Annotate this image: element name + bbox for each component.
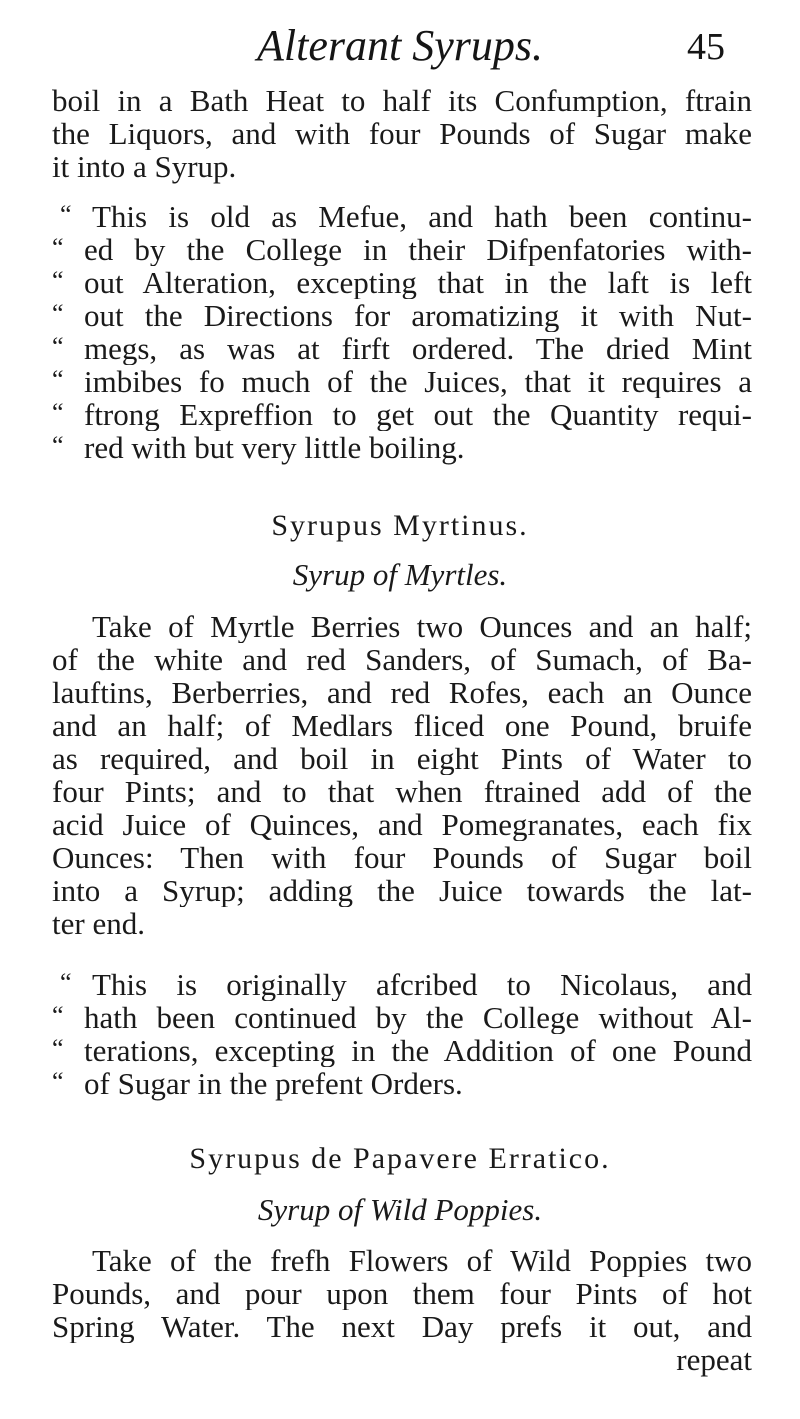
text-line bbox=[52, 332, 752, 365]
quote-mark: “ bbox=[52, 332, 64, 361]
text-line-content: of Sugar in the prefent Orders. bbox=[84, 1066, 463, 1101]
text-line bbox=[52, 1067, 752, 1100]
text-line: lauftins, Berberries, and red Rofes, each an Ounce bbox=[52, 676, 752, 709]
paragraph-continuation bbox=[52, 84, 752, 183]
text-line bbox=[52, 200, 752, 233]
text-line bbox=[52, 398, 752, 431]
section-title-myrtinus: Syrupus Myrtinus. bbox=[271, 509, 529, 542]
section-subtitle-myrtles: Syrup of Myrtles. bbox=[292, 557, 508, 592]
text-line: Take of Myrtle Berries two Ounces and an half; bbox=[92, 610, 752, 643]
recipe-poppies bbox=[52, 1244, 752, 1376]
text-line: into a Syrup; adding the Juice towards the lat- bbox=[52, 874, 752, 907]
text-line-content: hath been continued by the College without Al- bbox=[84, 1001, 752, 1034]
text-line: Take of the frefh Flowers of Wild Poppies two bbox=[92, 1244, 752, 1277]
text-line: Pounds, and pour upon them four Pints of hot bbox=[52, 1277, 752, 1310]
quote-mark: “ bbox=[52, 1034, 64, 1063]
text-line bbox=[52, 1034, 752, 1067]
text-line-content: megs, as was at firft ordered. The dried Mint bbox=[84, 332, 752, 365]
text-line: acid Juice of Quinces, and Pomegranates, each fix bbox=[52, 808, 752, 841]
text-line bbox=[52, 299, 752, 332]
quote-mark: “ bbox=[52, 299, 64, 328]
text-line-content: out Alteration, excepting that in the laft is left bbox=[84, 266, 752, 299]
text-line: it into a Syrup. bbox=[52, 149, 237, 184]
running-head bbox=[0, 22, 800, 70]
text-line: the Liquors, and with four Pounds of Sugar make bbox=[52, 117, 752, 150]
text-line bbox=[52, 431, 752, 464]
quote-mark: “ bbox=[52, 266, 64, 295]
commentary-quote-1 bbox=[52, 200, 752, 464]
text-line-content: This is originally afcribed to Nicolaus, and bbox=[92, 968, 752, 1001]
text-line-content: out the Directions for aromatizing it with Nut- bbox=[84, 299, 752, 332]
quote-mark: “ bbox=[60, 968, 72, 997]
text-line: boil in a Bath Heat to half its Confumption, ftrain bbox=[52, 84, 752, 117]
quote-mark: “ bbox=[52, 233, 64, 262]
text-line bbox=[52, 233, 752, 266]
page-number: 45 bbox=[687, 26, 725, 68]
quote-mark: “ bbox=[60, 200, 72, 229]
section-subtitle-poppies: Syrup of Wild Poppies. bbox=[257, 1192, 543, 1227]
text-line-content: ftrong Expreffion to get out the Quantity requi- bbox=[84, 398, 752, 431]
text-line: as required, and boil in eight Pints of Water to bbox=[52, 742, 752, 775]
text-line: ter end. bbox=[52, 906, 145, 941]
quote-mark: “ bbox=[52, 431, 64, 460]
text-line bbox=[52, 1001, 752, 1034]
running-head-title: Alterant Syrups. bbox=[257, 21, 543, 70]
section-title-papavere: Syrupus de Papavere Erratico. bbox=[189, 1142, 611, 1175]
text-line bbox=[52, 365, 752, 398]
text-line: four Pints; and to that when ftrained add of the bbox=[52, 775, 752, 808]
text-line: and an half; of Medlars fliced one Pound, bruife bbox=[52, 709, 752, 742]
text-line: Ounces: Then with four Pounds of Sugar boil bbox=[52, 841, 752, 874]
text-line-content: This is old as Mefue, and hath been continu- bbox=[92, 200, 752, 233]
text-line bbox=[52, 266, 752, 299]
text-line: of the white and red Sanders, of Sumach, of Ba- bbox=[52, 643, 752, 676]
text-line-content: imbibes fo much of the Juices, that it requires a bbox=[84, 365, 752, 398]
quote-mark: “ bbox=[52, 365, 64, 394]
text-line: Spring Water. The next Day prefs it out, and bbox=[52, 1310, 752, 1343]
commentary-quote-2 bbox=[52, 968, 752, 1100]
text-line-content: ed by the College in their Difpenfatories with- bbox=[84, 233, 752, 266]
text-line-content: terations, excepting in the Addition of one Pound bbox=[84, 1034, 752, 1067]
quote-mark: “ bbox=[52, 1067, 64, 1096]
quote-mark: “ bbox=[52, 1001, 64, 1030]
quote-mark: “ bbox=[52, 398, 64, 427]
catchword: repeat bbox=[676, 1342, 752, 1377]
text-line bbox=[52, 968, 752, 1001]
text-line-content: red with but very little boiling. bbox=[84, 430, 465, 465]
recipe-myrtles bbox=[52, 610, 752, 940]
